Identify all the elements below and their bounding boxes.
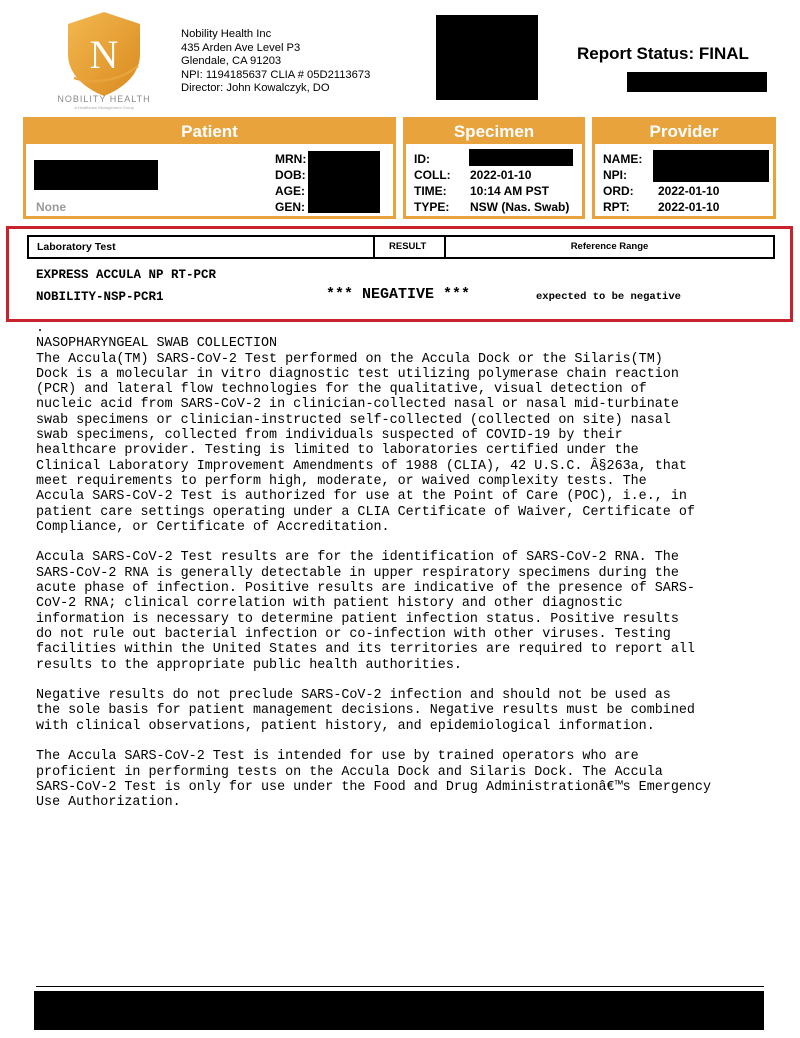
gen-label: GEN: (275, 200, 305, 214)
notes-spacer (36, 673, 776, 688)
notes-heading: NASOPHARYNGEAL SWAB COLLECTION (36, 336, 278, 352)
type-value: NSW (Nas. Swab) (470, 200, 570, 214)
notes-dot: . (36, 321, 45, 336)
test-result: *** NEGATIVE *** (326, 286, 471, 303)
column-divider (373, 237, 375, 257)
mrn-label: MRN: (275, 152, 307, 166)
notes-spacer (36, 535, 776, 550)
col-laboratory-test: Laboratory Test (37, 241, 116, 253)
patient-box (23, 117, 396, 219)
rpt-label: RPT: (603, 200, 630, 214)
type-label: TYPE: (414, 200, 450, 214)
notes-paragraph: Accula SARS-CoV-2 Test results are for the identification of SARS-CoV-2 RNA. The SARS-CoV-2 RNA is generally detectable in upper respiratory specimens during the acute phase of infection. Positive results are indicative of the presence of SARS- CoV-2 RNA; clinical correlation with patient history and other diagnostic information is necessary to determine patient infection status. Positive results do not rule out bacterial infection or co-infection with other viruses. Testing facilities within the United States and its territories are required to report all results to the appropriate public health authorities. (36, 550, 695, 673)
logo-name: NOBILITY HEALTH (57, 94, 151, 104)
notes-spacer (36, 734, 776, 749)
provider-title: Provider (595, 120, 773, 144)
age-label: AGE: (275, 184, 305, 198)
redaction-block (308, 151, 380, 213)
col-result: RESULT (389, 241, 427, 252)
redaction-block (653, 150, 769, 182)
coll-label: COLL: (414, 168, 451, 182)
col-reference-range: Reference Range (570, 241, 649, 252)
rpt-value: 2022-01-10 (658, 200, 720, 214)
specimen-title: Specimen (406, 120, 582, 144)
logo-letter: N (89, 32, 119, 77)
lab-test-table-header (27, 235, 775, 259)
test-name: EXPRESS ACCULA NP RT-PCR (36, 268, 217, 282)
patient-none: None (36, 200, 66, 214)
report-status: Report Status: FINAL (577, 44, 749, 63)
redaction-block (34, 160, 158, 190)
org-address: 435 Arden Ave Level P3 (181, 41, 301, 54)
redaction-block (627, 72, 767, 92)
notes-paragraph: The Accula SARS-CoV-2 Test is intended for use by trained operators who are proficient in performing tests on the Accula Dock and Silaris Dock. The Accula SARS-CoV-2 Test is only for use under the Food and Drug Administrationâ€™s Emergency Use Authorization. (36, 749, 711, 811)
test-code: NOBILITY-NSP-PCR1 (36, 290, 164, 304)
ord-value: 2022-01-10 (658, 184, 720, 198)
org-npi-clia: NPI: 1194185637 CLIA # 05D2113673 (181, 68, 371, 81)
coll-value: 2022-01-10 (470, 168, 532, 182)
time-label: TIME: (414, 184, 447, 198)
notes-paragraph: The Accula(TM) SARS-CoV-2 Test performed on the Accula Dock or the Silaris(TM) Dock is a molecular in vitro diagnostic test utilizing polymerase chain reaction (PCR) and lateral flow technologies for the qualitative, visual detection of nucleic acid from SARS-CoV-2 in clinician-collected nasal or nasal mid-turbinate swab specimens or clinician-instructed self-collected (collected on site) nasal swab specimens, collected from individuals suspected of COVID-19 by their healthcare provider. Testing is limited to laboratories certified under the Clinical Laboratory Improvement Amendments of 1988 (CLIA), 42 U.S.C. Â§263a, that meet requirements to perform high, moderate, or waived complexity tests. The Accula SARS-CoV-2 Test is authorized for use at the Point of Care (POC), i.e., in patient care settings operating under a CLIA Certificate of Waiver, Certificate of Compliance, or Certificate of Accreditation. (36, 351, 695, 535)
redaction-block (436, 15, 538, 100)
provider-box (592, 117, 776, 219)
time-value: 10:14 AM PST (470, 184, 549, 198)
specimen-id-label: ID: (414, 152, 430, 166)
organization-info (181, 28, 370, 96)
reference-range-value: expected to be negative (536, 291, 681, 303)
ord-label: ORD: (603, 184, 634, 198)
patient-title: Patient (26, 120, 393, 144)
report-notes (36, 321, 776, 811)
dob-label: DOB: (275, 168, 306, 182)
footer-divider (36, 986, 764, 987)
notes-paragraph: Negative results do not preclude SARS-CoV-2 infection and should not be used as the sole basis for patient management decisions. Negative results must be combined with clinical observations, patient history, and epidemiological information. (36, 688, 695, 734)
org-name: Nobility Health Inc (181, 28, 272, 40)
org-director: Director: John Kowalczyk, DO (181, 82, 330, 95)
specimen-box (403, 117, 585, 219)
logo-tagline: A Healthcare Management Group (74, 105, 134, 110)
provider-npi-label: NPI: (603, 168, 627, 182)
org-city: Glendale, CA 91203 (181, 55, 282, 68)
redaction-block (34, 991, 764, 1030)
provider-name-label: NAME: (603, 152, 643, 166)
redaction-block (469, 149, 573, 166)
